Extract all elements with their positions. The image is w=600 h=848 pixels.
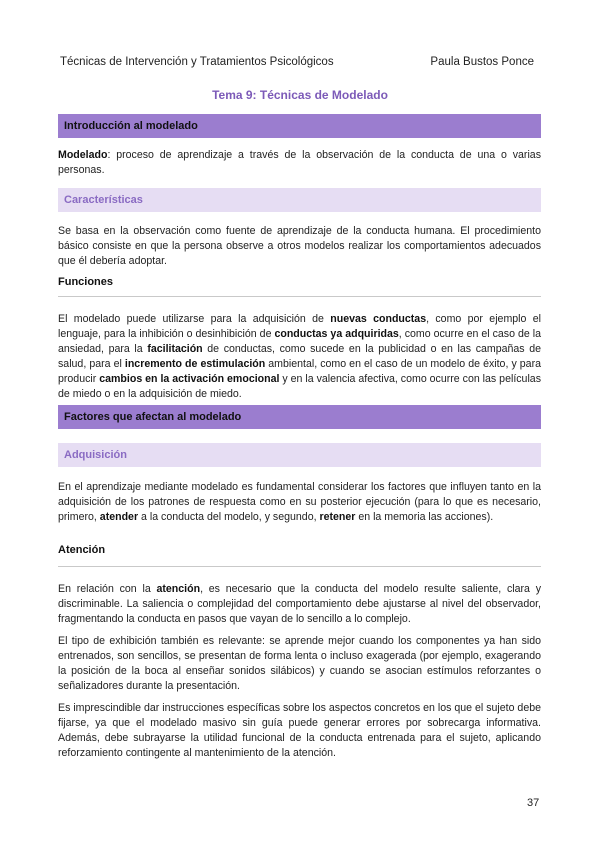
divider-atencion xyxy=(58,566,541,567)
author-name: Paula Bustos Ponce xyxy=(430,56,534,68)
keyword-cambios-activacion: cambios en la activación emocional xyxy=(99,373,280,386)
section-heading-factores: Factores que afectan al modelado xyxy=(58,405,541,429)
funciones-paragraph: El modelado puede utilizarse para la adquisición de nuevas conductas, como por ejemplo el lenguaje, para la inhibición o desinhibición de conductas ya adquiridas, como ocurre en el caso de la ansiedad, para la facilitación de conductas, como sucede en la publicidad o en las campañas de salud, para el incremento de estimulación ambiental, como en el caso de un modelo de éxito, y para producir cambios en la activación emocional y en la valencia afectiva, como ocurre con las películas de miedo o en la adquisición de miedo. xyxy=(58,313,542,401)
definition-modelado xyxy=(58,148,541,178)
adquisicion-paragraph: En el aprendizaje mediante modelado es fundamental considerar los factores que influyen tanto en la adquisición de los patrones de respuesta como en su posterior ejecución (para lo que es necesario, primero, atender a la conducta del modelo, y segundo, retener en la memoria las acciones). xyxy=(58,481,541,524)
keyword-facilitacion: facilitación xyxy=(147,343,203,356)
atencion-paragraph-1: En relación con la atención, es necesario que la conducta del modelo resulte saliente, clara y discriminable. La saliencia o complejidad del comportamiento debe ajustarse al nivel del observador, fragmentando la conducta en pasos que vayan de lo sencillo a lo complejo. xyxy=(58,583,541,626)
atencion-paragraph-2: El tipo de exhibición también es relevante: se aprende mejor cuando los componentes ya han sido entrenados, son sencillos, se presentan de forma lenta o incluso exagerada (por ejemplo, exagerando la posición de la boca al enseñar sonidos silábicos) y cuando se asocian estímulos reforzantes o señalizadores durante la presentación. xyxy=(58,635,541,693)
keyword-retener: retener xyxy=(319,511,356,524)
subhead-atencion: Atención xyxy=(58,544,106,556)
keyword-conductas-adquiridas: conductas ya adquiridas xyxy=(274,328,399,341)
page-header xyxy=(60,56,542,72)
course-name: Técnicas de Intervención y Tratamientos Psicológicos xyxy=(60,56,334,68)
subsection-heading-caracteristicas: Características xyxy=(58,188,541,212)
caracteristicas-paragraph: Se basa en la observación como fuente de aprendizaje de la conducta humana. El procedimiento básico consiste en que la persona observe a otros modelos realizar los comportamientos adecuados que él debería adoptar. xyxy=(58,225,541,268)
keyword-nuevas-conductas: nuevas conductas xyxy=(330,313,427,325)
divider-funciones xyxy=(58,296,541,297)
subhead-funciones: Funciones xyxy=(58,276,114,288)
keyword-atender: atender xyxy=(99,511,139,524)
definition-term: Modelado xyxy=(58,149,108,161)
atencion-paragraph-3: Es imprescindible dar instrucciones específicas sobre los aspectos concretos en los que el sujeto debe fijarse, ya que el modelado masivo sin guía puede generar errores por sobrecarga informativa. Además, debe subrayarse la utilidad funcional de la conducta entrenada para el sujeto, aplicando reforzamiento contingente al mantenimiento de la atención. xyxy=(58,702,541,760)
keyword-atencion: atención xyxy=(156,583,201,595)
document-title: Tema 9: Técnicas de Modelado xyxy=(212,88,388,102)
subsection-heading-adquisicion: Adquisición xyxy=(58,443,541,467)
section-heading-introduccion: Introducción al modelado xyxy=(58,114,541,138)
definition-text: : proceso de aprendizaje a través de la observación de la conducta de una o varias personas. xyxy=(58,149,541,177)
keyword-incremento-estimulacion: incremento de estimulación xyxy=(124,358,266,371)
page-number: 37 xyxy=(527,797,540,809)
